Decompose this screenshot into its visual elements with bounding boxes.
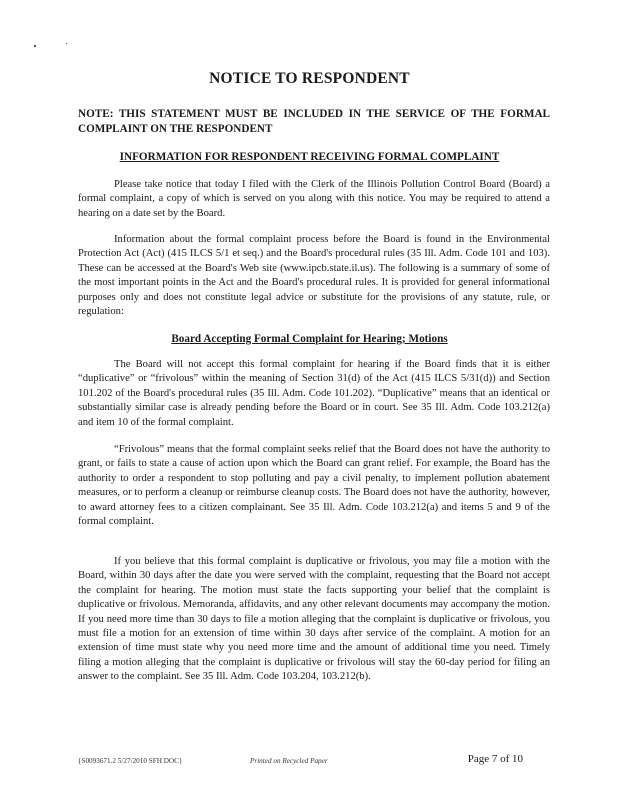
- paragraph-duplicative: The Board will not accept this formal complaint for hearing if the Board finds that it is either “duplicative” or “frivolous” within the meaning of Section 31(d) of the Act (415 ILCS 5/31(d)) and Section 101.202 of the Board's procedural rules (35 Ill. Adm. Code 101.202). “Duplicative” means that an identical or substantially similar case is already pending before the Board or in court. See 35 Ill. Adm. Code 103.212(a) and item 10 of the formal complaint.: [78, 359, 550, 428]
- scan-speck: [66, 43, 67, 44]
- service-note: NOTE: THIS STATEMENT MUST BE INCLUDED IN THE SERVICE OF THE FORMAL COMPLAINT ON THE RESPONDENT: [78, 108, 550, 135]
- paragraph-motion: If you believe that this formal complaint is duplicative or frivolous, you may file a motion with the Board, within 30 days after the date you were served with the complaint, requesting that the Board not accept the complaint for hearing. The motion must state the facts supporting your belief that the complaint is duplicative or frivolous. Memoranda, affidavits, and any other relevant documents may accompany the motion. If you need more time than 30 days to file a motion alleging that the complaint is duplicative or frivolous, you must file a motion for an extension of time within 30 days after service of the complaint. A motion for an extension of time must state why you need more time and the amount of additional time you need. Timely filing a motion alleging that the complaint is duplicative or frivolous will stay the 60-day period for filing an answer to the complaint. See 35 Ill. Adm. Code 103.204, 103.212(b).: [78, 556, 550, 683]
- document-title: NOTICE TO RESPONDENT: [209, 70, 410, 87]
- footer-page-number: Page 7 of 10: [467, 753, 523, 765]
- section-heading: INFORMATION FOR RESPONDENT RECEIVING FORMAL COMPLAINT: [119, 151, 500, 163]
- paragraph-information: Information about the formal complaint process before the Board is found in the Environmental Protection Act (Act) (415 ILCS 5/1 et seq.) and the Board's procedural rules (35 Ill. Adm. Code 101 and 103). These can be accessed at the Board's Web site (www.ipcb.state.il.us). The following is a summary of some of the most important points in the Act and the Board's procedural rules. It is provided for general informational purposes only and does not constitute legal advice or substitute for the provisions of any statute, rule, or regulation:: [78, 234, 550, 318]
- paragraph-frivolous: “Frivolous” means that the formal complaint seeks relief that the Board does not have the authority to grant, or fails to state a cause of action upon which the Board can grant relief. For example, the Board has the authority to order a respondent to stop polluting and pay a civil penalty, to implement pollution abatement measures, or to perform a cleanup or reimburse cleanup costs. The Board does not have the authority, however, to award attorney fees to a citizen complainant. See 35 Ill. Adm. Code 103.212(a) and items 5 and 9 of the formal complaint.: [78, 444, 550, 528]
- scan-speck: [34, 45, 36, 47]
- paragraph-notice: Please take notice that today I filed with the Clerk of the Illinois Pollution Control Board (Board) a formal complaint, a copy of which is served on you along with this notice. You may be required to attend a hearing on a date set by the Board.: [78, 179, 550, 219]
- footer-recycled-paper: Printed on Recycled Paper: [250, 757, 328, 765]
- subheading-board-accepting: Board Accepting Formal Complaint for Hearing; Motions: [171, 333, 448, 345]
- footer-doc-id: {S0093671.2 5/27/2010 SFH DOC}: [78, 757, 183, 765]
